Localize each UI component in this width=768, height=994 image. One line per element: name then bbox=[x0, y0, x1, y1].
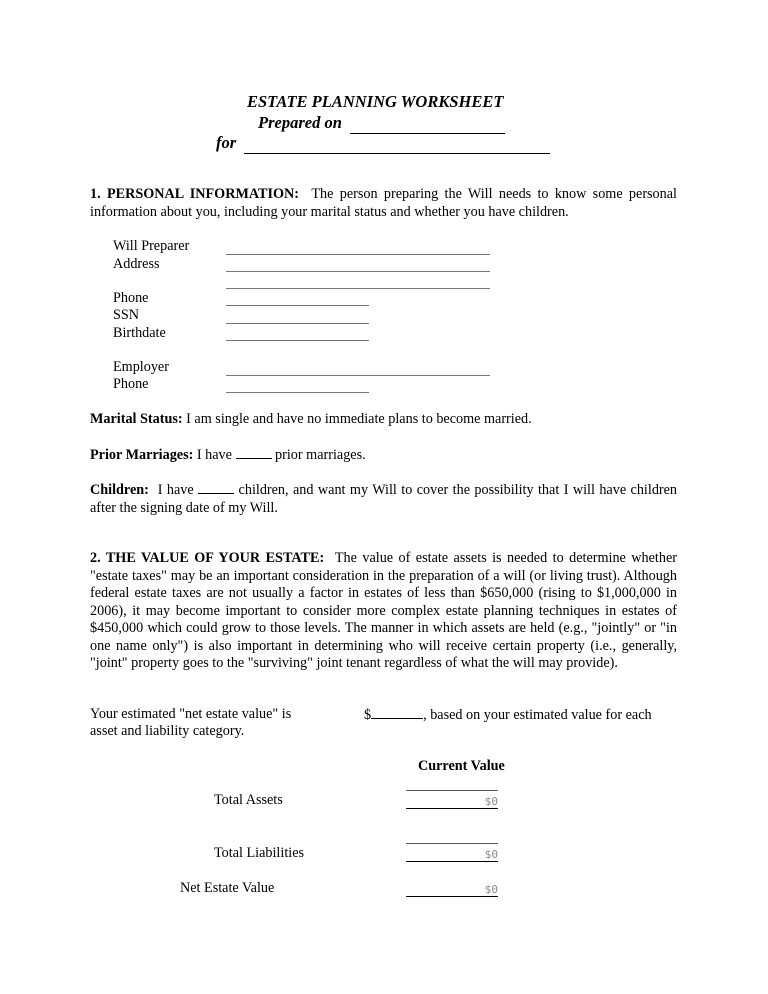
children-post: children, and want my Will to cover the possibility that I will have children after the signing date of my Will. bbox=[90, 482, 678, 516]
employer-label: Employer bbox=[113, 359, 169, 375]
children-pre: I have bbox=[157, 482, 194, 498]
net-estate-intro: Your estimated "net estate value" is bbox=[90, 706, 292, 722]
ssn-field[interactable] bbox=[226, 323, 369, 324]
current-value-header: Current Value bbox=[418, 758, 505, 774]
total-assets-label: Total Assets bbox=[214, 792, 283, 808]
ssn-label: SSN bbox=[113, 307, 140, 323]
address-label: Address bbox=[113, 256, 160, 272]
net-estate-line2: asset and liability category. bbox=[90, 723, 245, 739]
children-blank[interactable] bbox=[198, 481, 234, 494]
net-estate-value-label: Net Estate Value bbox=[180, 880, 275, 896]
total-liabilities-label: Total Liabilities bbox=[214, 845, 305, 861]
net-estate-row bbox=[364, 706, 652, 724]
employer-phone-field[interactable] bbox=[226, 392, 369, 393]
employer-field[interactable] bbox=[226, 375, 490, 376]
section2-body-text: The value of estate assets is needed to determine whether "estate taxes" may be an important consideration in the preparation of a will (or living trust). Although federal estate taxes are not usually a factor in estates of less than $650,000 (rising to $1,000,000 in 2006), it may become important to consider more complex estate planning techniques in estates of $450,000 which could grow to those levels. The manner in which assets are held (e.g., "jointly" or "in one name only") is also important in determining who will receive certain property (i.e., generally, "joint" property goes to the "surviving" joint tenant regardless of what the will may provide). bbox=[90, 550, 677, 671]
prior-marriages-blank[interactable] bbox=[236, 446, 272, 459]
marital-status-text: I am single and have no immediate plans to become married. bbox=[186, 411, 532, 427]
section2-heading: 2. THE VALUE OF YOUR ESTATE: bbox=[90, 550, 325, 566]
page-title: ESTATE PLANNING WORKSHEET bbox=[247, 92, 504, 111]
for-field[interactable] bbox=[244, 133, 550, 154]
prepared-on-field[interactable] bbox=[350, 113, 505, 134]
total-liabilities-field[interactable] bbox=[406, 844, 498, 862]
will-preparer-field[interactable] bbox=[226, 254, 490, 255]
net-estate-value-field[interactable] bbox=[406, 879, 498, 897]
birthdate-field[interactable] bbox=[226, 340, 369, 341]
section1-intro-text: The person preparing the Will needs to know some personal information about you, including your marital status and whether you have children. bbox=[90, 186, 677, 220]
address-field-1[interactable] bbox=[226, 271, 490, 272]
prior-marriages-pre: I have bbox=[196, 447, 232, 463]
marital-status-row bbox=[90, 411, 532, 428]
net-estate-after: , based on your estimated value for each bbox=[423, 707, 652, 723]
phone-field[interactable] bbox=[226, 305, 369, 306]
birthdate-label: Birthdate bbox=[113, 325, 166, 341]
will-preparer-label: Will Preparer bbox=[113, 238, 190, 254]
for-label: for bbox=[216, 133, 237, 152]
total-assets-field[interactable] bbox=[406, 791, 498, 809]
prior-marriages-label: Prior Marriages: bbox=[90, 447, 194, 463]
section2-body bbox=[90, 550, 677, 673]
net-estate-value: $0 bbox=[484, 883, 498, 896]
prior-marriages-row bbox=[90, 446, 366, 464]
prior-marriages-post: prior marriages. bbox=[275, 447, 366, 463]
total-assets-value: $0 bbox=[484, 795, 498, 808]
employer-phone-label: Phone bbox=[113, 376, 149, 392]
marital-status-label: Marital Status: bbox=[90, 411, 183, 427]
section1-intro bbox=[90, 186, 677, 221]
section1-heading: 1. PERSONAL INFORMATION: bbox=[90, 186, 300, 202]
address-field-2[interactable] bbox=[226, 288, 490, 289]
prepared-on-label: Prepared on bbox=[258, 113, 342, 132]
for-row bbox=[216, 133, 550, 154]
total-liabilities-value: $0 bbox=[484, 848, 498, 861]
net-estate-blank[interactable] bbox=[371, 706, 423, 719]
phone-label: Phone bbox=[113, 290, 149, 306]
dollar-sign: $ bbox=[364, 707, 372, 723]
children-row bbox=[90, 481, 677, 517]
prepared-on-row bbox=[258, 113, 505, 134]
children-label: Children: bbox=[90, 482, 149, 498]
